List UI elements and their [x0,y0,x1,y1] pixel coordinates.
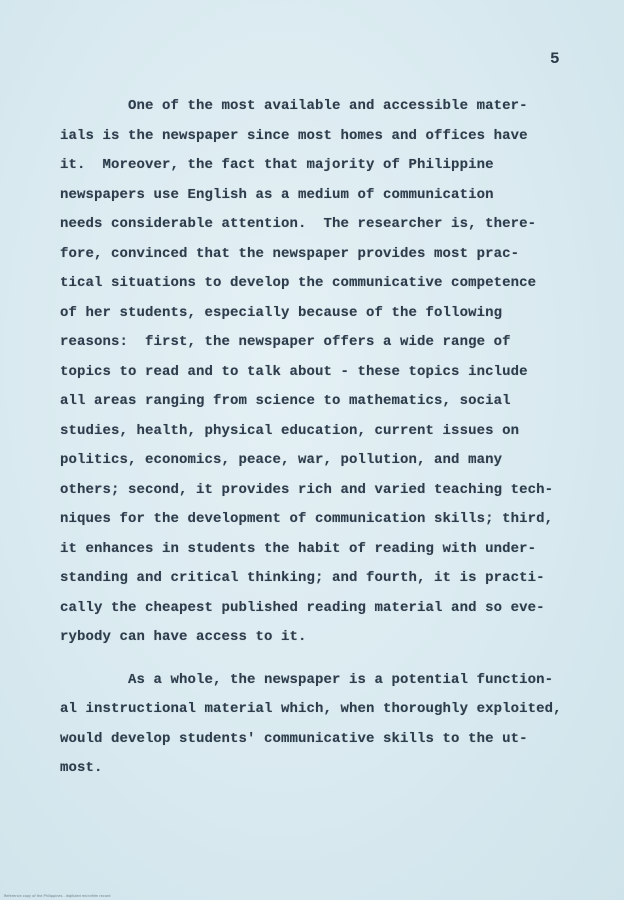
text-line: rybody can have access to it. [60,629,307,645]
text-line: fore, convinced that the newspaper provides most prac- [60,245,520,262]
text-line: niques for the development of communication skills; third, [60,511,554,527]
text-line: it. Moreover, the fact that majority of Philippine [60,157,494,173]
text-line: topics to read and to talk about - these topics include [60,363,528,380]
paragraph-spacer [60,653,580,666]
text-line: most. [60,760,103,776]
page-number: 5 [550,50,560,68]
text-line: it enhances in students the habit of reading with under- [60,540,537,557]
text-line: all areas ranging from science to mathematics, social [60,393,511,409]
text-line: others; second, it provides rich and varied teaching tech- [60,481,554,498]
text-line: studies, health, physical education, current issues on [60,422,520,439]
text-line: One of the most available and accessible mater- [60,98,528,114]
text-line: tical situations to develop the communicative competence [60,275,537,291]
text-line: ials is the newspaper since most homes and offices have [60,127,528,144]
body-text [60,92,580,784]
text-line: reasons: first, the newspaper offers a wide range of [60,334,511,350]
paragraph-1 [60,92,580,653]
text-line: newspapers use English as a medium of communication [60,186,494,203]
text-line: needs considerable attention. The researcher is, there- [60,216,537,232]
paragraph-2 [60,666,580,784]
text-line: cally the cheapest published reading material and so eve- [60,599,545,616]
text-line: al instructional material which, when thoroughly exploited, [60,701,562,717]
text-line: As a whole, the newspaper is a potential function- [60,671,554,688]
text-line: would develop students' communicative skills to the ut- [60,730,528,747]
text-line: of her students, especially because of the following [60,304,503,321]
text-line: standing and critical thinking; and fourth, it is practi- [60,570,545,586]
text-line: politics, economics, peace, war, pollution, and many [60,452,503,468]
footer-archive-mark: Reference copy of the Philippines . digitized microfilm record [4,894,111,898]
